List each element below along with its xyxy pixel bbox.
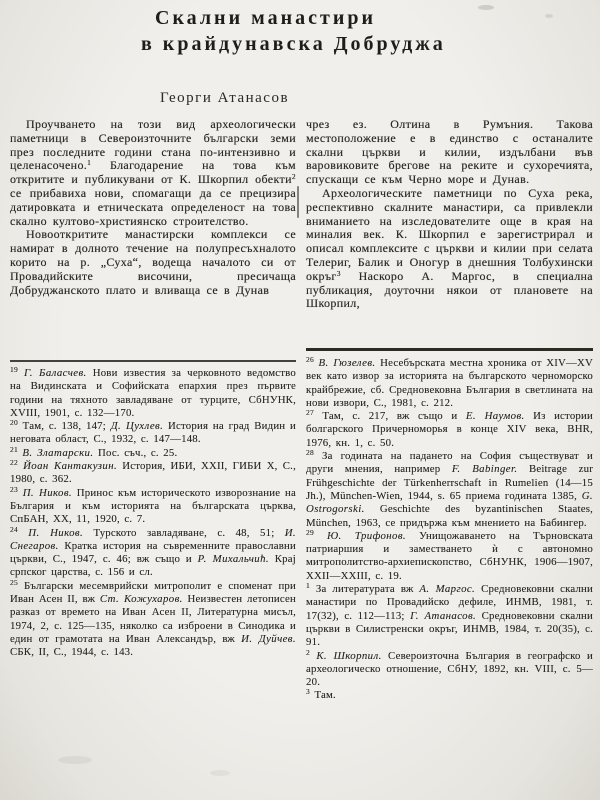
text-run: Несебърската местна хроника от XIV—XV век като извор за историята на българското черноморско крайбрежие, сб. Средновековна България в светлината на нови извори, С., 1981, с. 212. [306,357,594,409]
text-run: се прибавиха нови, спомагащи да се прецизира датировката и етническата определеност на това скално култово-християнско строителство. [10,185,296,228]
body-paragraph [10,118,296,228]
author-name: Йоан Кантакузин. [23,460,118,473]
author-name: И. Дуйчев. [241,632,296,645]
author-name: В. Златарски. [22,446,94,459]
text-run: чрез ез. Олтина в Румъния. Такова местоположение е в единство с останалите скални църкви и килии, издълбани във варовиковите брегове на реките и сухоречията, спускащи се към Черно море и Дунав. [306,118,593,187]
text-columns [0,118,600,703]
scan-artifact-speck [58,756,92,764]
footnote-marker: 28 [306,448,314,458]
footnote-reference: 2 [291,172,296,182]
footnote-marker: 22 [10,458,18,468]
footnote-marker: 29 [306,527,314,537]
footnote-marker: 3 [306,687,310,697]
text-run: Там, с. 138, 147; [22,420,111,433]
text-run: Археологическите паметници по Суха река, респективно скалните манастири, са привлекли вниманието на изследователите още в края на миналия век. К. Шкорпил е зарегистрирал и описал комплексите с църкви и килии при селата Телериг, Балик и Оногур в днешния Толбухински окръг [306,185,593,283]
right-column [306,118,593,703]
text-run: Унищожаването на Търновската патриаршия и заместването ѝ с автономно митрополитство-архиепископство, СбНУНК, 1906—1907, XXII—XXIII, с. 19. [306,529,594,582]
footnote-reference: 1 [87,158,92,168]
author-name: К. Шкорпил. [316,649,382,662]
text-run: Там. [314,689,336,702]
text-run: Beitrage zur Frühgeschichte der Türkenherrschaft in Rumelien (14—15 Jh.), München-Wien, 1944, s. 65 приема годината 1385, [306,463,593,502]
footnote-item [10,367,296,420]
text-run: Новооткритите манастирски комплекси се намират в долното течение на полупресъхналото корито на р. „Суха“, водеща началото си от Провадийските височини, пресичаща Добруджанското плато и вливаща се в Дунав [10,227,296,297]
footnote-reference: 3 [336,268,341,278]
footnote-item [306,410,593,450]
footnote-item [306,647,593,690]
footnote-item [10,577,296,660]
footnote-item [306,689,593,702]
author-name: В. Гюзелев. [318,357,376,369]
text-run: Кратка история на съвременните православни църкви, С., 1947, с. 46; вж също и [10,539,296,566]
title-line-1: Скални манастири [155,7,376,29]
title-line-2: в крайдунавска Добруджа [141,33,446,55]
author-name: П. Ников. [22,486,73,499]
text-run: Български месемврийски митрополит е споменат при Иван Асен II, вж [10,579,296,606]
text-run: История, ИБИ, XXII, ГИБИ X, С., 1980, с. 362. [10,460,296,486]
text-run: СБК, II, С., 1944, с. 143. [10,646,134,659]
footnote-item [10,460,296,487]
text-run: Там, с. 217, вж също и [322,410,466,423]
footnote-marker: 27 [306,408,314,418]
text-run: Из истории болгарского Причерноморья в конце XIV века, BHR, 1976, кн. 1, с. 50. [306,410,593,449]
article-title [0,5,600,57]
footnote-item [306,527,594,583]
text-run: Неизвестен летописен разказ от времето на Иван Асен II, Литературна мисъл, 1974, 2, с. 125—135, няколко са изброени в Синодика и един от грамотата на Иван Александър, вж [10,593,296,645]
footnote-item [306,450,593,530]
text-run: История на град Видин и неговата област, С., 1932, с. 147—148. [10,420,297,446]
footnote-item [306,583,593,649]
footnote-item [10,524,297,580]
author-name: Ст. Кожухаров. [99,593,183,606]
footnote-marker: 21 [10,444,18,454]
text-run: Нови известия за черковното ведомство на Видинската и Софийската епархия през първите години на тяхното завладяване от турците, СбНУНК, XVIII, 1901, с. 132—170. [10,367,296,419]
text-run: Турското завладяване, с. 48, 51; [83,526,285,539]
footnote-marker: 19 [10,365,18,374]
text-run: Благодарение на това към откритите и публикувани от К. Шкорпил обекти [10,158,296,187]
footnote-item [10,484,296,527]
footnote-marker: 24 [10,524,18,534]
left-column [10,118,296,703]
body-paragraph [10,228,296,297]
body-paragraph [306,187,593,311]
footnote-item [10,444,296,460]
author-name: И. Снегаров. [10,526,297,552]
right-footnotes [306,357,593,703]
right-body-text [306,118,593,344]
author-name: Ю. Трифонов. [326,529,407,542]
footnote-marker: 1 [306,581,310,591]
author-name: Е. Наумов. [465,410,525,423]
author-name: F. Babinger. [451,463,518,476]
text-run: Наскоро А. Маргос, в специална публикация, доуточни някои от плановете на Шкорпил, [306,268,593,311]
author-name: Д. Цухлев. [110,420,164,433]
author-name: Г. Атанасов. [410,609,477,622]
body-paragraph [306,118,593,187]
text-run: Проучването на този вид археологически паметници в Североизточните български земи през последните години стана по-интензивно и целенасочено. [10,118,296,173]
footnote-item [306,357,593,410]
footnote-marker: 20 [10,418,18,428]
footnote-separator-right [306,348,593,351]
author-name: П. Ников. [28,526,84,539]
article-header [0,0,600,107]
footnote-marker: 25 [10,577,18,587]
text-run: Geschichte des byzantinischen Staates, München, 1963, се придържа към мнението на Бабингер. [306,503,593,529]
left-footnotes [10,367,296,660]
left-body-text [10,118,296,354]
author-name: Р. Михальчић. [197,553,269,566]
article-author: Георги Атанасов [160,90,290,106]
footnote-separator-left [10,360,296,362]
author-name: Г. Баласчев. [23,367,87,379]
footnote-marker: 23 [10,484,18,494]
author-name: G. Ostrogorski. [306,489,593,516]
text-run: Пос. съч., с. 25. [93,446,178,459]
footnote-marker: 2 [306,647,310,657]
text-run: Принос към историческото изворознание на България и към историята на българската църква, СпБАН, XX, 11, 1920, с. 7. [10,486,296,526]
text-run: Североизточна България в географско и археологическо отношение, СбНУ, 1892, кн. VIII, с. 5—20. [306,649,593,689]
text-run: За литературата вж [315,583,420,596]
text-run: Средновековни скални църкви в Силистренски окръг, ИНМВ, 1984, т. 20(35), с. 91. [306,609,594,649]
author-name: А. Маргос. [419,583,476,596]
text-run: Средновековни скални манастири по Провадийско дефиле, ИНМВ, 1981, т. 17(32), с. 112—113; [306,583,594,622]
text-run: За годината на падането на София съществуват и други мнения, например [306,450,594,476]
footnote-item [10,420,296,447]
text-run: Крај српског царства, с. 156 и сл. [10,553,296,579]
footnote-marker: 26 [306,355,314,364]
scan-artifact-speck [210,770,230,776]
